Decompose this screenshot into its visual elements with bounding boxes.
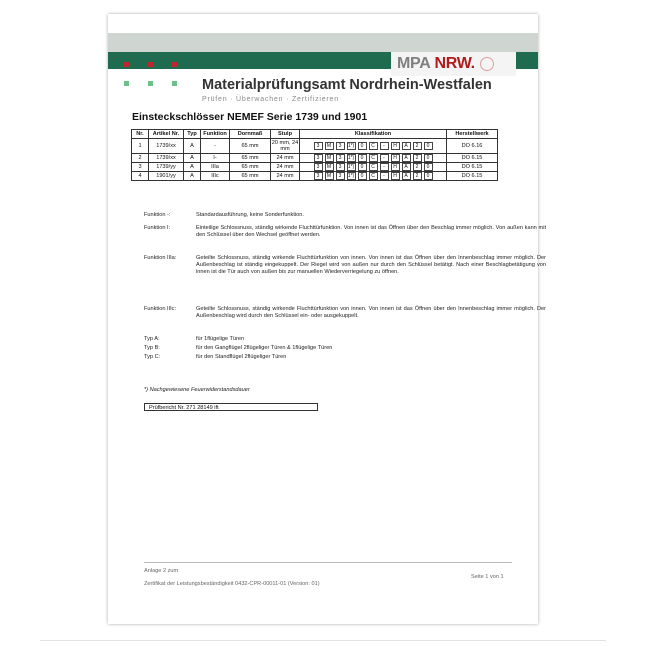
cell-funktion: - — [201, 139, 230, 154]
classification-digit: M — [325, 172, 334, 180]
classification-digit: C — [369, 154, 378, 162]
col-typ: Typ — [184, 130, 201, 139]
footer-divider — [144, 562, 512, 563]
classification-digit: 0 — [358, 154, 367, 162]
classification-digit: 2 — [413, 154, 422, 162]
classification-digit: 3 — [314, 163, 323, 171]
classification-digit: C — [369, 163, 378, 171]
classification-digit: 3 — [336, 142, 345, 150]
cell-klassifikation — [300, 172, 447, 181]
cell-klassifikation — [300, 163, 447, 172]
function-label: Funktion IIIc: — [144, 306, 177, 312]
decor-square-red — [124, 62, 129, 67]
type-text: für 1flügelige Türen — [196, 336, 245, 342]
function-text: Einteilige Schlossnuss, ständig wirkende Fluchttürfunktion. Von innen ist das Öffnen über den Beschlag immer möglich. Von außen kann mit den Schlüssel über den Wechsel geöffnet werden. — [196, 225, 546, 239]
classification-digit: M — [325, 142, 334, 150]
classification-digit: 1*) — [347, 164, 355, 170]
cell-stulp: 24 mm — [271, 163, 300, 172]
decor-square-green — [124, 81, 129, 86]
classification-digit: - — [380, 154, 389, 162]
cell-herstellwerk: DO 6.15 — [447, 172, 498, 181]
cell-stulp: 24 mm — [271, 154, 300, 163]
cell-nr: 4 — [132, 172, 149, 181]
classification-code — [300, 172, 446, 180]
cell-nr: 2 — [132, 154, 149, 163]
cell-herstellwerk: DO 6.15 — [447, 163, 498, 172]
header-band-grey — [108, 33, 538, 52]
cell-artikel: 1901/yy — [149, 172, 184, 181]
test-report-number: Prüfbericht Nr. 271 28149 ift — [144, 403, 318, 411]
classification-code — [300, 154, 446, 162]
cell-artikel: 1739/xx — [149, 139, 184, 154]
col-stulp: Stulp — [271, 130, 300, 139]
classification-digit: 0 — [424, 142, 433, 150]
classification-digit: A — [402, 172, 411, 180]
cell-funktion: IIIa — [201, 163, 230, 172]
classification-digit: - — [380, 142, 389, 150]
footer-certificate: Zertifikat der Leistungsbeständigkeit 0432-CPR-00011-01 (Version: 01) — [144, 581, 320, 587]
classification-digit: H — [391, 163, 400, 171]
classification-code — [300, 142, 446, 150]
cell-klassifikation — [300, 139, 447, 154]
classification-digit: 2 — [413, 142, 422, 150]
footer-page-number: Seite 1 von 1 — [471, 574, 504, 580]
classification-digit: 3 — [314, 154, 323, 162]
classification-digit: 3 — [336, 163, 345, 171]
type-label: Typ A: — [144, 336, 160, 342]
classification-digit: 2 — [413, 163, 422, 171]
classification-digit: H — [391, 142, 400, 150]
institute-name: Materialprüfungsamt Nordrhein-Westfalen — [202, 77, 492, 93]
cell-typ: A — [184, 172, 201, 181]
decor-square-green — [172, 81, 177, 86]
classification-digit: C — [369, 142, 378, 150]
type-label: Typ B: — [144, 345, 160, 351]
classification-digit: 0 — [358, 163, 367, 171]
classification-digit: 3 — [336, 154, 345, 162]
function-label: Funktion -: — [144, 212, 171, 218]
cell-herstellwerk: DO 6.15 — [447, 154, 498, 163]
classification-digit: H — [391, 154, 400, 162]
cell-artikel: 1739/xx — [149, 154, 184, 163]
cell-stulp: 20 mm, 24 mm — [271, 140, 299, 152]
logo-nrw-text: NRW. — [434, 55, 475, 72]
mpa-nrw-logo — [391, 52, 516, 76]
classification-digit: 0 — [358, 172, 367, 180]
document-page — [108, 14, 546, 624]
type-text: für den Gangflügel 2flügeliger Türen & 1flügelige Türen — [196, 345, 333, 351]
col-nr: Nr. — [132, 130, 149, 139]
cell-typ: A — [184, 154, 201, 163]
cell-funktion: IIIc — [201, 172, 230, 181]
decor-square-red — [148, 62, 153, 67]
classification-digit: - — [380, 172, 389, 180]
table-row — [132, 172, 498, 181]
classification-digit: 0 — [424, 163, 433, 171]
classification-digit: 1*) — [347, 143, 355, 149]
cell-herstellwerk: DO 6.16 — [447, 139, 498, 154]
function-text: Geteilte Schlossnuss, ständig wirkende Fluchttürfunktion von innen. Von innen ist das Öffnen über den Innenbeschlag immer möglich. Der Außenbeschlag ist ständig eingekuppelt. Der Riegel wird von außen nur durch den Schlüssel betätigt. Nach einer Beschlagbetätigung von innen ist die Tür auch von außen bis zur manuellen Wiederverriegelung zu öffnen. — [196, 255, 546, 276]
classification-digit: 3 — [336, 172, 345, 180]
col-artikel: Artikel Nr. — [149, 130, 184, 139]
table-row — [132, 154, 498, 163]
classification-digit: 1*) — [347, 155, 355, 161]
cell-dornmass: 65 mm — [230, 163, 271, 172]
classification-digit: 0 — [358, 142, 367, 150]
classification-digit: 0 — [424, 154, 433, 162]
seal-icon — [480, 57, 494, 71]
decor-square-red — [172, 62, 177, 67]
footer-annex: Anlage 2 zum — [144, 568, 179, 574]
col-funktion: Funktion — [201, 130, 230, 139]
background-divider — [40, 640, 606, 641]
col-klassifikation: Klassifikation — [300, 130, 447, 139]
classification-digit: M — [325, 163, 334, 171]
footnote: *) Nachgewiesene Feuerwiderstandsdauer — [144, 387, 250, 393]
classification-code — [300, 163, 446, 171]
cell-dornmass: 65 mm — [230, 172, 271, 181]
cell-dornmass: 65 mm — [230, 154, 271, 163]
col-dornmass: Dornmaß — [230, 130, 271, 139]
cell-typ: A — [184, 139, 201, 154]
type-text: für den Standflügel 2flügeliger Türen — [196, 354, 287, 360]
classification-digit: 3 — [314, 142, 323, 150]
classification-digit: A — [402, 142, 411, 150]
classification-digit: 2 — [413, 172, 422, 180]
decor-square-green — [148, 81, 153, 86]
classification-digit: H — [391, 172, 400, 180]
cell-funktion: I- — [201, 154, 230, 163]
table-row — [132, 163, 498, 172]
classification-digit: C — [369, 172, 378, 180]
cell-klassifikation — [300, 154, 447, 163]
table-header-row — [132, 130, 498, 139]
institute-tagline: Prüfen · Überwachen · Zertifizieren — [202, 96, 339, 103]
cell-typ: A — [184, 163, 201, 172]
type-label: Typ C: — [144, 354, 161, 360]
classification-table — [131, 129, 498, 181]
function-text: Standardausführung, keine Sonderfunktion. — [196, 212, 304, 218]
table-row — [132, 139, 498, 154]
classification-digit: A — [402, 154, 411, 162]
col-herstellwerk: Herstellwerk — [447, 130, 498, 139]
classification-digit: 1*) — [347, 173, 355, 179]
classification-digit: 3 — [314, 172, 323, 180]
cell-dornmass: 65 mm — [230, 139, 271, 154]
cell-stulp: 24 mm — [271, 172, 300, 181]
logo-mpa-text: MPA — [397, 55, 431, 72]
document-title: Einsteckschlösser NEMEF Serie 1739 und 1901 — [132, 111, 368, 123]
cell-artikel: 1739/yy — [149, 163, 184, 172]
function-text: Geteilte Schlossnuss, ständig wirkende Fluchttürfunktion von innen. Von innen ist das Öffnen über den Innenbeschlag immer möglich. Der Außenbeschlag wird durch den Schlüssel ein- oder ausgekuppelt. — [196, 306, 546, 320]
cell-nr: 1 — [132, 139, 149, 154]
classification-digit: M — [325, 154, 334, 162]
classification-digit: - — [380, 163, 389, 171]
classification-digit: A — [402, 163, 411, 171]
cell-nr: 3 — [132, 163, 149, 172]
function-label: Funktion I: — [144, 225, 171, 231]
function-label: Funktion IIIa: — [144, 255, 177, 261]
classification-digit: 0 — [424, 172, 433, 180]
